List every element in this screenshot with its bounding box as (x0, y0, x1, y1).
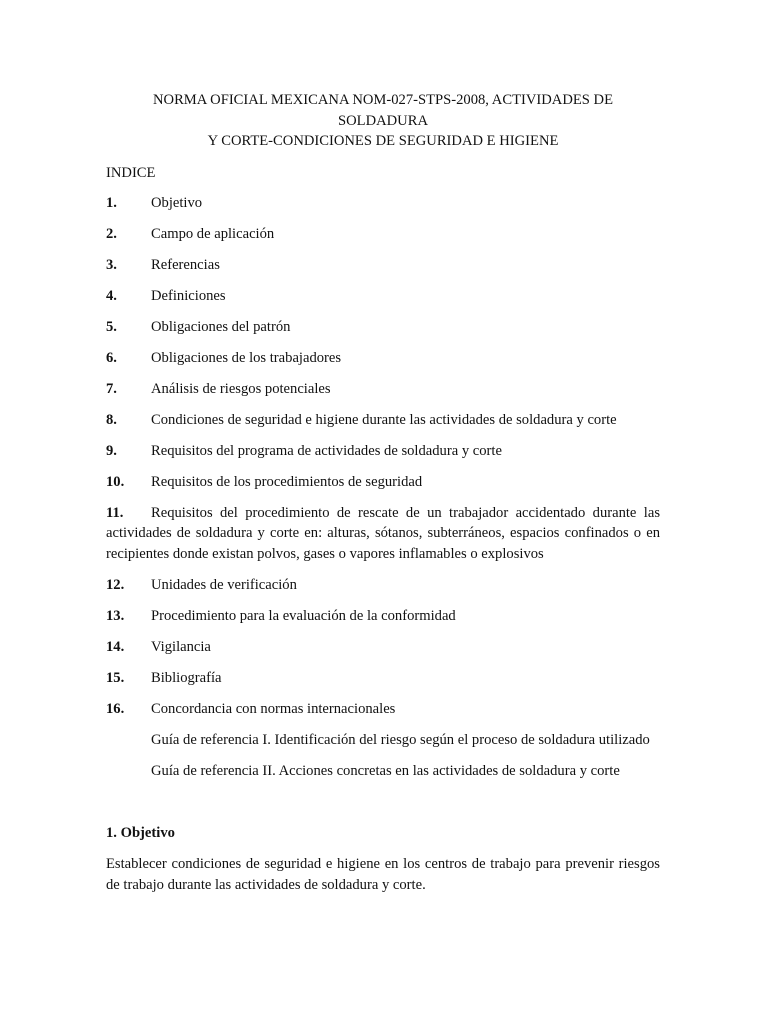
section-paragraph: Establecer condiciones de seguridad e higiene en los centros de trabajo para prevenir riesgos de trabajo durante las actividades de soldadura y corte. (106, 856, 660, 893)
toc-item-number: 10. (106, 473, 125, 490)
toc-item (106, 668, 660, 689)
reference-guide: Guía de referencia I. Identificación del riesgo según el proceso de soldadura utilizado (151, 731, 650, 748)
toc-item-number: 3. (106, 256, 117, 273)
toc-item (106, 379, 660, 400)
toc-item-text: Obligaciones de los trabajadores (151, 349, 342, 366)
toc-item-number: 14. (106, 638, 125, 655)
toc-item-text: Análisis de riesgos potenciales (151, 380, 331, 397)
section-heading: 1. Objetivo (106, 825, 175, 841)
reference-guide: Guía de referencia II. Acciones concretas en las actividades de soldadura y corte (151, 762, 620, 779)
toc-item-text: Bibliografía (151, 669, 222, 686)
toc-item (106, 472, 660, 493)
toc-item-number: 15. (106, 669, 125, 686)
title-line: NORMA OFICIAL MEXICANA NOM-027-STPS-2008, ACTIVIDADES DE (153, 92, 613, 108)
title-line: SOLDADURA (338, 112, 428, 129)
toc-item (106, 699, 660, 720)
toc-item (106, 317, 660, 338)
toc-item (106, 606, 660, 627)
toc-item-text: Definiciones (151, 287, 226, 304)
toc-item (106, 193, 660, 214)
toc-item (106, 410, 660, 431)
toc-item (106, 441, 660, 462)
toc-item (106, 503, 660, 565)
document-title (106, 90, 660, 152)
toc-item (106, 224, 660, 245)
toc-item-text: Condiciones de seguridad e higiene durante las actividades de soldadura y corte (151, 411, 617, 428)
toc-item-number: 11. (106, 504, 124, 521)
toc-item-text: Referencias (151, 256, 220, 273)
toc-item-number: 8. (106, 411, 117, 428)
toc-item-text: Procedimiento para la evaluación de la conformidad (151, 607, 456, 624)
toc-item (106, 286, 660, 307)
toc-item-text: Campo de aplicación (151, 225, 275, 242)
toc-item-text: Requisitos del programa de actividades de soldadura y corte (151, 442, 502, 459)
toc-item-text: Objetivo (151, 194, 203, 211)
toc-item (106, 575, 660, 596)
toc-item-number: 4. (106, 287, 117, 304)
toc-item (106, 255, 660, 276)
toc-item-number: 13. (106, 607, 125, 624)
toc-item-number: 9. (106, 442, 117, 459)
toc-item-number: 5. (106, 318, 117, 335)
toc-item (106, 348, 660, 369)
toc-item-number: 16. (106, 700, 125, 717)
document-page (106, 90, 660, 895)
toc-item-number: 12. (106, 576, 125, 593)
toc-item-text: Unidades de verificación (151, 576, 297, 593)
toc-item-number: 1. (106, 194, 117, 211)
toc-item-number: 2. (106, 225, 117, 242)
toc-item (106, 637, 660, 658)
toc-item-text: Requisitos de los procedimientos de seguridad (151, 473, 423, 490)
toc-item-number: 7. (106, 380, 117, 397)
toc-item-text: Requisitos del procedimiento de rescate de un trabajador accidentado durante las actividades de soldadura y corte en: alturas, sótanos, subterráneos, espacios confinados o en recipientes donde existan polvos, gases o vapores inflamables o explosivos (106, 504, 660, 562)
toc-item-number: 6. (106, 349, 117, 366)
toc-item-text: Concordancia con normas internacionales (151, 700, 396, 717)
toc-item-text: Obligaciones del patrón (151, 318, 291, 335)
table-of-contents (106, 193, 660, 720)
title-line: Y CORTE-CONDICIONES DE SEGURIDAD E HIGIENE (207, 133, 559, 149)
index-heading: INDICE (106, 164, 156, 181)
toc-item-text: Vigilancia (151, 638, 211, 655)
